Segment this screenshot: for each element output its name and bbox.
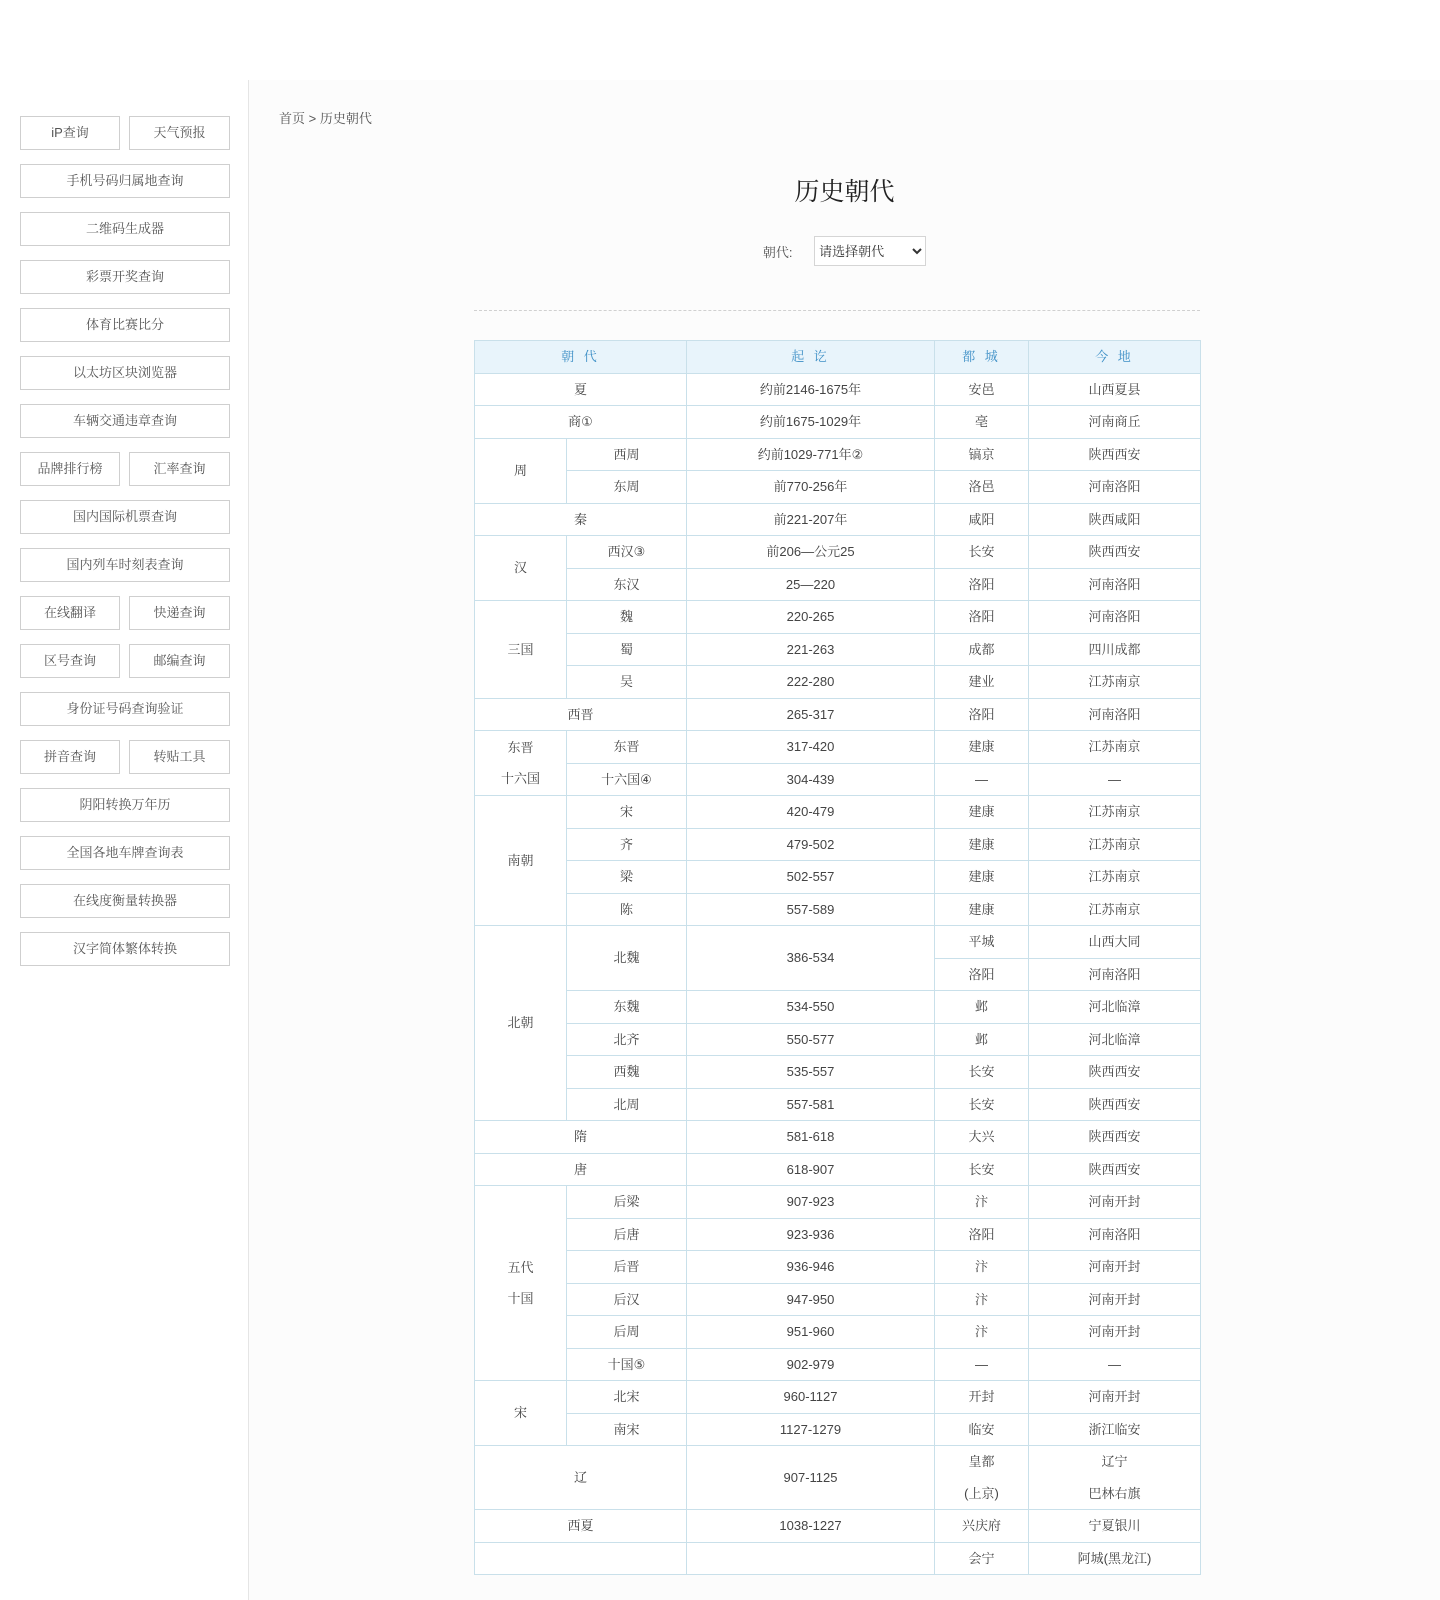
sidebar-row [20,932,230,966]
table-row [475,828,1201,861]
table-cell: 四川成都 [1029,633,1201,666]
table-cell: 山西夏县 [1029,373,1201,406]
table-cell: 汉 [475,536,567,601]
table-cell: 十六国④ [567,763,687,796]
sidebar-row [20,740,230,774]
table-cell: 三国 [475,601,567,699]
table-cell: 1038-1227 [687,1510,935,1543]
table-cell: 东周 [567,471,687,504]
table-cell: — [1029,1348,1201,1381]
table-cell: 宁夏银川 [1029,1510,1201,1543]
header-period: 起 讫 [687,341,935,374]
table-cell: 南朝 [475,796,567,926]
sidebar-link-button[interactable]: 转贴工具 [129,740,230,774]
sidebar-row [20,116,230,150]
table-row [475,373,1201,406]
table-cell: 534-550 [687,991,935,1024]
table-cell: 1127-1279 [687,1413,935,1446]
table-cell-line: 辽宁 [1101,1454,1128,1469]
table-cell: 960-1127 [687,1381,935,1414]
table-cell [475,1542,687,1575]
table-cell: 蜀 [567,633,687,666]
table-cell: 北齐 [567,1023,687,1056]
sidebar-row [20,356,230,390]
table-cell [475,1186,567,1381]
table-cell: 947-950 [687,1283,935,1316]
table-cell: 秦 [475,503,687,536]
table-cell: 618-907 [687,1153,935,1186]
sidebar-row [20,452,230,486]
table-cell: 河南开封 [1029,1316,1201,1349]
table-cell: 河南洛阳 [1029,568,1201,601]
table-cell: 502-557 [687,861,935,894]
table-cell: 陕西西安 [1029,438,1201,471]
table-header-row [475,341,1201,374]
sidebar-link-button[interactable]: 身份证号码查询验证 [20,692,230,726]
table-row [475,1510,1201,1543]
table-cell: 吴 [567,666,687,699]
table-cell: 东魏 [567,991,687,1024]
table-cell: 220-265 [687,601,935,634]
table-cell: 后唐 [567,1218,687,1251]
sidebar-link-button[interactable]: 品牌排行榜 [20,452,120,486]
table-cell: 265-317 [687,698,935,731]
sidebar-link-button[interactable]: 二维码生成器 [20,212,230,246]
table-row [475,731,1201,764]
table-row [475,1348,1201,1381]
table-cell: 后汉 [567,1283,687,1316]
header-present-location: 今 地 [1029,341,1201,374]
dynasty-table [474,340,1201,1575]
table-cell: — [1029,763,1201,796]
table-cell: 咸阳 [935,503,1029,536]
table-cell: 河南开封 [1029,1186,1201,1219]
table-cell: 长安 [935,1088,1029,1121]
table-cell: 会宁 [935,1542,1029,1575]
table-cell: 907-923 [687,1186,935,1219]
table-cell: 长安 [935,536,1029,569]
table-cell: 557-581 [687,1088,935,1121]
sidebar-link-button[interactable]: 汉字简体繁体转换 [20,932,230,966]
table-cell: 建康 [935,893,1029,926]
sidebar-link-button[interactable]: 车辆交通违章查询 [20,404,230,438]
table-cell: 479-502 [687,828,935,861]
table-cell: 557-589 [687,893,935,926]
sidebar-row [20,836,230,870]
table-cell: 前221-207年 [687,503,935,536]
table-cell: 汴 [935,1316,1029,1349]
page-title: 历史朝代 [794,178,895,206]
table-cell: 唐 [475,1153,687,1186]
table-row [475,763,1201,796]
table-cell: 北周 [567,1088,687,1121]
sidebar-link-button[interactable]: 区号查询 [20,644,120,678]
table-cell: 江苏南京 [1029,893,1201,926]
table-cell [687,1542,935,1575]
sidebar-link-button[interactable]: 阴阳转换万年历 [20,788,230,822]
table-cell: 北魏 [567,926,687,991]
sidebar-link-button[interactable]: 国内国际机票查询 [20,500,230,534]
table-cell: 河南商丘 [1029,406,1201,439]
table-cell: 长安 [935,1153,1029,1186]
table-cell: 齐 [567,828,687,861]
table-cell: 902-979 [687,1348,935,1381]
table-cell: 后晋 [567,1251,687,1284]
table-cell: 周 [475,438,567,503]
table-cell: 河南洛阳 [1029,1218,1201,1251]
table-cell: 江苏南京 [1029,861,1201,894]
table-row [475,926,1201,959]
table-cell: 河南洛阳 [1029,698,1201,731]
table-row [475,1023,1201,1056]
table-cell: 洛阳 [935,698,1029,731]
table-row [475,861,1201,894]
table-cell: 洛阳 [935,1218,1029,1251]
table-cell: 西晋 [475,698,687,731]
table-cell: 西汉③ [567,536,687,569]
breadcrumb-separator: > [305,111,320,126]
sidebar-row [20,500,230,534]
table-row [475,1056,1201,1089]
table-cell-line: 皇都 [968,1454,995,1469]
table-row [475,1413,1201,1446]
table-cell: 平城 [935,926,1029,959]
sidebar-row [20,692,230,726]
dynasty-filter [249,236,1440,266]
table-cell: 河南洛阳 [1029,471,1201,504]
sidebar-row [20,164,230,198]
dynasty-select[interactable] [814,236,926,266]
table-cell: 后周 [567,1316,687,1349]
table-row [475,438,1201,471]
sidebar-link-button[interactable]: 体育比赛比分 [20,308,230,342]
table-cell: 前206—公元25 [687,536,935,569]
table-cell: 河南洛阳 [1029,601,1201,634]
table-row [475,503,1201,536]
table-cell: 北朝 [475,926,567,1121]
breadcrumb-current: 历史朝代 [319,111,372,126]
table-cell: — [935,763,1029,796]
table-cell: 临安 [935,1413,1029,1446]
table-cell: 581-618 [687,1121,935,1154]
table-cell: 汴 [935,1186,1029,1219]
table-row [475,601,1201,634]
table-cell: 西夏 [475,1510,687,1543]
sidebar-link-button[interactable]: 手机号码归属地查询 [20,164,230,198]
table-cell: 河南开封 [1029,1381,1201,1414]
breadcrumb [279,108,372,127]
table-cell: 山西大同 [1029,926,1201,959]
table-cell [935,1446,1029,1510]
table-row [475,1251,1201,1284]
sidebar-link-button[interactable]: 全国各地车牌查询表 [20,836,230,870]
table-cell: 洛阳 [935,958,1029,991]
table-cell: 936-946 [687,1251,935,1284]
table-cell: 亳 [935,406,1029,439]
table-cell: 420-479 [687,796,935,829]
table-cell: 隋 [475,1121,687,1154]
table-cell: 陕西西安 [1029,1153,1201,1186]
sidebar-row [20,644,230,678]
table-cell: 西周 [567,438,687,471]
sidebar-link-button[interactable]: 天气预报 [129,116,230,150]
table-cell: 北宋 [567,1381,687,1414]
table-cell: 东晋 [567,731,687,764]
table-cell: 长安 [935,1056,1029,1089]
table-cell: 304-439 [687,763,935,796]
table-cell: 兴庆府 [935,1510,1029,1543]
table-row [475,1088,1201,1121]
table-cell: 25—220 [687,568,935,601]
table-cell: 建康 [935,861,1029,894]
table-row [475,633,1201,666]
sidebar-row [20,260,230,294]
table-cell: 宋 [567,796,687,829]
dashed-divider [474,310,1200,311]
sidebar [0,80,249,1600]
table-cell: — [935,1348,1029,1381]
header-capital: 都 城 [935,341,1029,374]
sidebar-row [20,212,230,246]
table-cell: 221-263 [687,633,935,666]
table-cell: 建康 [935,731,1029,764]
table-row [475,698,1201,731]
table-cell: 镐京 [935,438,1029,471]
table-row [475,536,1201,569]
table-cell: 河北临漳 [1029,1023,1201,1056]
table-cell: 邺 [935,991,1029,1024]
table-cell: 辽 [475,1446,687,1510]
table-cell: 开封 [935,1381,1029,1414]
table-cell-line: 十六国 [500,771,540,786]
sidebar-link-button[interactable]: 以太坊区块浏览器 [20,356,230,390]
sidebar-row [20,596,230,630]
table-cell: 约前1675-1029年 [687,406,935,439]
table-cell: 汴 [935,1251,1029,1284]
table-cell: 商① [475,406,687,439]
table-cell-line: 五代 [507,1259,534,1275]
table-row [475,1218,1201,1251]
table-cell: 阿城(黑龙江) [1029,1542,1201,1575]
table-cell: 邺 [935,1023,1029,1056]
table-cell: 后梁 [567,1186,687,1219]
table-cell: 夏 [475,373,687,406]
table-cell: 907-1125 [687,1446,935,1510]
table-cell-line: (上京) [964,1485,999,1501]
table-row [475,893,1201,926]
dynasty-filter-label: 朝代: [762,244,793,260]
sidebar-row [20,788,230,822]
table-cell: 约前2146-1675年 [687,373,935,406]
table-row [475,666,1201,699]
table-cell: 约前1029-771年② [687,438,935,471]
table-cell: 成都 [935,633,1029,666]
sidebar-row [20,548,230,582]
table-cell: 江苏南京 [1029,731,1201,764]
sidebar-link-button[interactable]: 在线度衡量转换器 [20,884,230,918]
table-cell: 洛阳 [935,568,1029,601]
sidebar-row [20,308,230,342]
table-cell: 建业 [935,666,1029,699]
table-row [475,568,1201,601]
table-row [475,1542,1201,1575]
table-cell: 江苏南京 [1029,796,1201,829]
sidebar-link-button[interactable]: iP查询 [20,116,120,150]
table-cell: 江苏南京 [1029,828,1201,861]
sidebar-row [20,884,230,918]
table-row [475,1153,1201,1186]
table-cell: 386-534 [687,926,935,991]
table-cell: 浙江临安 [1029,1413,1201,1446]
table-row [475,406,1201,439]
table-cell: 安邑 [935,373,1029,406]
table-row [475,1316,1201,1349]
table-cell: 550-577 [687,1023,935,1056]
table-cell: 陕西西安 [1029,1056,1201,1089]
sidebar-link-button[interactable]: 快递查询 [129,596,230,630]
table-cell: 建康 [935,828,1029,861]
table-row [475,991,1201,1024]
table-row [475,1121,1201,1154]
table-cell: 陈 [567,893,687,926]
table-cell: 洛阳 [935,601,1029,634]
sidebar-link-button[interactable]: 邮编查询 [129,644,230,678]
table-cell: 十国⑤ [567,1348,687,1381]
table-cell-line: 东晋 [507,739,534,755]
sidebar-link-button[interactable]: 在线翻译 [20,596,120,630]
sidebar-link-button[interactable]: 彩票开奖查询 [20,260,230,294]
table-cell: 前770-256年 [687,471,935,504]
table-row [475,1381,1201,1414]
table-cell: 魏 [567,601,687,634]
table-row [475,1186,1201,1219]
table-cell: 江苏南京 [1029,666,1201,699]
table-cell: 535-557 [687,1056,935,1089]
sidebar-link-button[interactable]: 国内列车时刻表查询 [20,548,230,582]
sidebar-link-button[interactable]: 拼音查询 [20,740,120,774]
table-cell: 汴 [935,1283,1029,1316]
table-cell: 河南洛阳 [1029,958,1201,991]
table-cell: 陕西西安 [1029,1121,1201,1154]
table-cell: 陕西西安 [1029,1088,1201,1121]
table-cell: 梁 [567,861,687,894]
breadcrumb-home-link[interactable]: 首页 [279,111,306,126]
table-cell: 河北临漳 [1029,991,1201,1024]
table-cell [1029,1446,1201,1510]
table-cell: 西魏 [567,1056,687,1089]
table-cell [475,731,567,796]
table-row [475,1283,1201,1316]
table-cell: 317-420 [687,731,935,764]
table-cell: 宋 [475,1381,567,1446]
sidebar-row [20,404,230,438]
sidebar-link-button[interactable]: 汇率查询 [129,452,230,486]
table-cell: 建康 [935,796,1029,829]
table-cell-line: 巴林右旗 [1088,1485,1141,1501]
table-cell: 河南开封 [1029,1251,1201,1284]
table-row [475,796,1201,829]
table-cell: 陕西咸阳 [1029,503,1201,536]
table-row [475,471,1201,504]
table-cell: 南宋 [567,1413,687,1446]
table-cell: 222-280 [687,666,935,699]
table-cell: 东汉 [567,568,687,601]
table-cell: 河南开封 [1029,1283,1201,1316]
main-content [249,80,1440,1600]
table-cell: 923-936 [687,1218,935,1251]
table-cell-line: 十国 [507,1291,534,1306]
table-cell: 951-960 [687,1316,935,1349]
table-cell: 洛邑 [935,471,1029,504]
table-cell: 陕西西安 [1029,536,1201,569]
table-cell: 大兴 [935,1121,1029,1154]
header-dynasty: 朝 代 [475,341,687,374]
